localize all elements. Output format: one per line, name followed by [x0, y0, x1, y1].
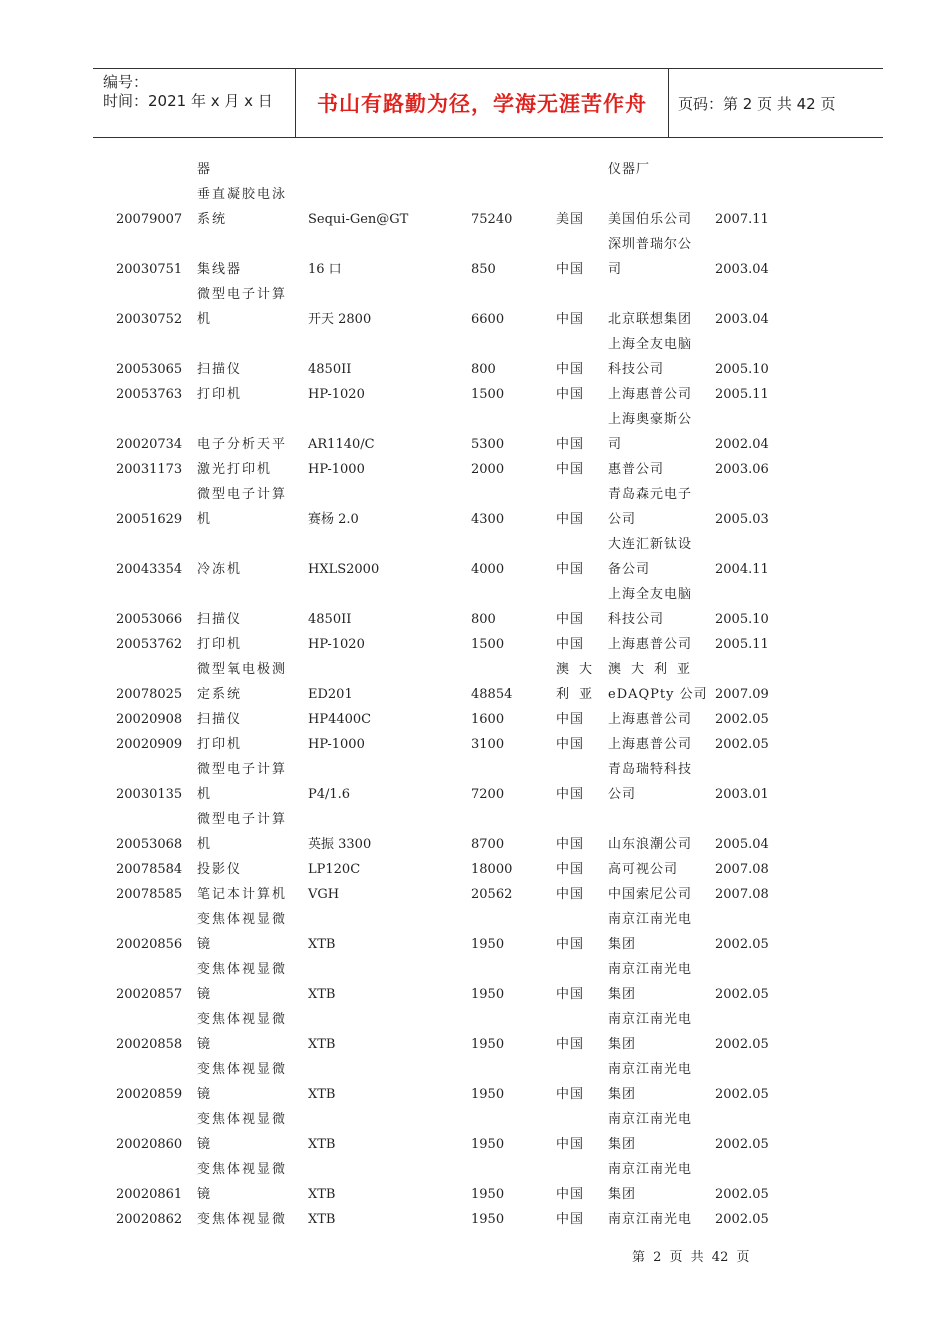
country-cell: 中国: [556, 1087, 585, 1102]
manufacturer-cell: 中国索尼公司: [608, 887, 693, 902]
price-cell: 850: [471, 262, 496, 277]
equipment-name-cell: 镜: [197, 937, 213, 952]
purchase-date-cell: 2003.04: [715, 312, 769, 327]
equipment-name-cell: 变焦体视显微: [197, 1162, 288, 1177]
country-cell: 中国: [556, 862, 585, 877]
model-cell: HP-1000: [308, 737, 365, 752]
manufacturer-cell: 科技公司: [608, 362, 665, 377]
country-cell: 中国: [556, 362, 585, 377]
asset-code-cell: 20030135: [116, 787, 183, 802]
purchase-date-cell: 2005.03: [715, 512, 769, 527]
purchase-date-cell: 2002.05: [715, 1212, 769, 1227]
country-cell: 中国: [556, 837, 585, 852]
model-cell: ED201: [308, 687, 353, 702]
country-cell: 利亚: [556, 687, 603, 702]
manufacturer-cell: 澳大利亚: [608, 662, 701, 677]
asset-code-cell: 20053762: [116, 637, 183, 652]
equipment-name-cell: 机: [197, 512, 213, 527]
equipment-name-cell: 笔记本计算机: [197, 887, 288, 902]
equipment-name-cell: 电子分析天平: [197, 437, 288, 452]
price-cell: 48854: [471, 687, 513, 702]
table-row: [0, 282, 950, 332]
purchase-date-cell: 2005.04: [715, 837, 769, 852]
equipment-name-cell: 冷冻机: [197, 562, 243, 577]
equipment-name-cell: 微型电子计算: [197, 487, 288, 502]
table-row: [0, 857, 950, 882]
manufacturer-cell: 集团: [608, 987, 637, 1002]
table-row: [0, 707, 950, 732]
equipment-name-cell: 微型氧电极测: [197, 662, 288, 677]
manufacturer-cell: 公司: [608, 787, 637, 802]
purchase-date-cell: 2002.05: [715, 712, 769, 727]
table-row: [0, 957, 950, 1007]
asset-code-cell: 20078025: [116, 687, 183, 702]
table-row: [0, 1007, 950, 1057]
manufacturer-cell: 青岛森元电子: [608, 487, 693, 502]
price-cell: 1950: [471, 937, 505, 952]
price-cell: 6600: [471, 312, 505, 327]
country-cell: 澳大: [556, 662, 603, 677]
model-cell: LP120C: [308, 862, 361, 877]
table-row: [0, 382, 950, 407]
model-cell: 4850II: [308, 362, 352, 377]
country-cell: 中国: [556, 787, 585, 802]
country-cell: 中国: [556, 987, 585, 1002]
equipment-name-cell: 系统: [197, 212, 228, 227]
model-cell: VGH: [308, 887, 340, 902]
model-cell: AR1140/C: [308, 437, 375, 452]
table-row: [0, 1207, 950, 1232]
equipment-name-cell: 变焦体视显微: [197, 962, 288, 977]
purchase-date-cell: 2007.08: [715, 862, 769, 877]
purchase-date-cell: 2005.10: [715, 612, 769, 627]
table-row: [0, 482, 950, 532]
header-info-cell: [93, 69, 295, 137]
manufacturer-cell: 集团: [608, 1087, 637, 1102]
country-cell: 美国: [556, 212, 585, 227]
table-row: [0, 1107, 950, 1157]
manufacturer-cell: 备公司: [608, 562, 651, 577]
manufacturer-cell: 司: [608, 262, 623, 277]
equipment-name-cell: 微型电子计算: [197, 287, 288, 302]
equipment-name-cell: 打印机: [197, 637, 243, 652]
manufacturer-cell: 美国伯乐公司: [608, 212, 693, 227]
equipment-name-cell: 镜: [197, 1087, 213, 1102]
manufacturer-cell: 南京江南光电: [608, 1212, 693, 1227]
equipment-name-cell: 打印机: [197, 737, 243, 752]
equipment-name-cell: 扫描仪: [197, 612, 243, 627]
table-row: [0, 882, 950, 907]
table-row: [0, 807, 950, 857]
price-cell: 5300: [471, 437, 505, 452]
equipment-name-cell: 微型电子计算: [197, 812, 288, 827]
model-cell: XTB: [308, 1037, 336, 1052]
model-cell: 16 口: [308, 262, 342, 277]
model-cell: 英振 3300: [308, 837, 372, 852]
price-cell: 3100: [471, 737, 505, 752]
manufacturer-cell: 山东浪潮公司: [608, 837, 693, 852]
purchase-date-cell: 2002.05: [715, 1187, 769, 1202]
purchase-date-cell: 2002.05: [715, 1087, 769, 1102]
purchase-date-cell: 2005.11: [715, 387, 769, 402]
manufacturer-cell: 上海奥豪斯公: [608, 412, 693, 427]
manufacturer-cell: 上海惠普公司: [608, 387, 693, 402]
price-cell: 1950: [471, 1087, 505, 1102]
equipment-name-cell: 镜: [197, 1037, 213, 1052]
equipment-name-cell: 机: [197, 837, 213, 852]
equipment-name-cell: 器: [197, 162, 213, 177]
equipment-name-cell: 变焦体视显微: [197, 912, 288, 927]
price-cell: 20562: [471, 887, 513, 902]
purchase-date-cell: 2002.05: [715, 1137, 769, 1152]
model-cell: XTB: [308, 937, 336, 952]
document-code-label: 编号：: [103, 73, 149, 91]
asset-code-cell: 20051629: [116, 512, 183, 527]
manufacturer-cell: 上海全友电脑: [608, 587, 693, 602]
equipment-name-cell: 变焦体视显微: [197, 1062, 288, 1077]
purchase-date-cell: 2007.09: [715, 687, 769, 702]
manufacturer-cell: 高可视公司: [608, 862, 679, 877]
purchase-date-cell: 2002.05: [715, 987, 769, 1002]
model-cell: HP-1000: [308, 462, 365, 477]
manufacturer-cell: 南京江南光电: [608, 1112, 693, 1127]
country-cell: 中国: [556, 462, 585, 477]
manufacturer-cell: 公司: [608, 512, 637, 527]
manufacturer-cell: 惠普公司: [608, 462, 665, 477]
asset-code-cell: 20020862: [116, 1212, 183, 1227]
price-cell: 1500: [471, 637, 505, 652]
table-row: [0, 457, 950, 482]
asset-code-cell: 20020908: [116, 712, 183, 727]
price-cell: 75240: [471, 212, 513, 227]
country-cell: 中国: [556, 512, 585, 527]
model-cell: XTB: [308, 1187, 336, 1202]
country-cell: 中国: [556, 312, 585, 327]
country-cell: 中国: [556, 937, 585, 952]
asset-code-cell: 20020909: [116, 737, 183, 752]
manufacturer-cell: 集团: [608, 1037, 637, 1052]
equipment-name-cell: 激光打印机: [197, 462, 273, 477]
asset-code-cell: 20053068: [116, 837, 183, 852]
manufacturer-cell: 北京联想集团: [608, 312, 693, 327]
manufacturer-cell: 南京江南光电: [608, 962, 693, 977]
country-cell: 中国: [556, 612, 585, 627]
model-cell: HP4400C: [308, 712, 372, 727]
table-row: [0, 532, 950, 582]
table-row: [0, 632, 950, 657]
table-row: [0, 157, 950, 182]
asset-code-cell: 20031173: [116, 462, 183, 477]
asset-code-cell: 20053066: [116, 612, 183, 627]
table-row: [0, 757, 950, 807]
country-cell: 中国: [556, 1212, 585, 1227]
price-cell: 1950: [471, 987, 505, 1002]
model-cell: 开天 2800: [308, 312, 372, 327]
country-cell: 中国: [556, 1037, 585, 1052]
purchase-date-cell: 2003.04: [715, 262, 769, 277]
manufacturer-cell: 司: [608, 437, 623, 452]
model-cell: HP-1020: [308, 637, 365, 652]
manufacturer-cell: 南京江南光电: [608, 1162, 693, 1177]
country-cell: 中国: [556, 562, 585, 577]
equipment-name-cell: 镜: [197, 1137, 213, 1152]
table-row: [0, 907, 950, 957]
price-cell: 1950: [471, 1187, 505, 1202]
asset-code-cell: 20030751: [116, 262, 183, 277]
table-row: [0, 407, 950, 457]
equipment-name-cell: 镜: [197, 1187, 213, 1202]
price-cell: 1950: [471, 1037, 505, 1052]
asset-code-cell: 20053763: [116, 387, 183, 402]
document-time-label: 时间：2021 年 x 月 x 日: [103, 92, 273, 110]
price-cell: 800: [471, 362, 496, 377]
price-cell: 4000: [471, 562, 505, 577]
equipment-name-cell: 微型电子计算: [197, 762, 288, 777]
price-cell: 1950: [471, 1212, 505, 1227]
country-cell: 中国: [556, 1137, 585, 1152]
country-cell: 中国: [556, 262, 585, 277]
model-cell: XTB: [308, 987, 336, 1002]
equipment-name-cell: 变焦体视显微: [197, 1112, 288, 1127]
purchase-date-cell: 2005.11: [715, 637, 769, 652]
equipment-name-cell: 扫描仪: [197, 362, 243, 377]
price-cell: 1950: [471, 1137, 505, 1152]
equipment-name-cell: 打印机: [197, 387, 243, 402]
page-header: [93, 68, 883, 138]
asset-code-cell: 20053065: [116, 362, 183, 377]
equipment-name-cell: 垂直凝胶电泳: [197, 187, 288, 202]
model-cell: 4850II: [308, 612, 352, 627]
asset-code-cell: 20020859: [116, 1087, 183, 1102]
table-row: [0, 1057, 950, 1107]
purchase-date-cell: 2003.06: [715, 462, 769, 477]
table-row: [0, 657, 950, 707]
asset-code-cell: 20078584: [116, 862, 183, 877]
asset-code-cell: 20043354: [116, 562, 183, 577]
price-cell: 2000: [471, 462, 505, 477]
manufacturer-cell: 深圳普瑞尔公: [608, 237, 693, 252]
purchase-date-cell: 2005.10: [715, 362, 769, 377]
model-cell: HXLS2000: [308, 562, 380, 577]
equipment-name-cell: 变焦体视显微: [197, 1012, 288, 1027]
manufacturer-cell: 青岛瑞特科技: [608, 762, 693, 777]
model-cell: HP-1020: [308, 387, 365, 402]
manufacturer-cell: 上海全友电脑: [608, 337, 693, 352]
page-footer: 第 2 页 共 42 页: [632, 1250, 750, 1265]
asset-code-cell: 20020856: [116, 937, 183, 952]
equipment-name-cell: 镜: [197, 987, 213, 1002]
asset-code-cell: 20030752: [116, 312, 183, 327]
table-row: [0, 1157, 950, 1207]
price-cell: 800: [471, 612, 496, 627]
asset-code-cell: 20078585: [116, 887, 183, 902]
purchase-date-cell: 2002.05: [715, 737, 769, 752]
asset-code-cell: 20020858: [116, 1037, 183, 1052]
equipment-name-cell: 变焦体视显微: [197, 1212, 288, 1227]
country-cell: 中国: [556, 437, 585, 452]
model-cell: 赛杨 2.0: [308, 512, 359, 527]
country-cell: 中国: [556, 737, 585, 752]
table-row: [0, 182, 950, 232]
purchase-date-cell: 2007.11: [715, 212, 769, 227]
manufacturer-cell: 大连汇新钛设: [608, 537, 693, 552]
manufacturer-cell: 集团: [608, 1137, 637, 1152]
country-cell: 中国: [556, 887, 585, 902]
asset-code-cell: 20020861: [116, 1187, 183, 1202]
manufacturer-cell: 南京江南光电: [608, 1062, 693, 1077]
manufacturer-cell: 上海惠普公司: [608, 712, 693, 727]
asset-code-cell: 20020734: [116, 437, 183, 452]
manufacturer-cell: 南京江南光电: [608, 912, 693, 927]
price-cell: 4300: [471, 512, 505, 527]
price-cell: 1600: [471, 712, 505, 727]
price-cell: 8700: [471, 837, 505, 852]
header-motto: 书山有路勤为径，学海无涯苦作舟: [295, 69, 669, 137]
model-cell: XTB: [308, 1212, 336, 1227]
asset-code-cell: 20020857: [116, 987, 183, 1002]
price-cell: 7200: [471, 787, 505, 802]
country-cell: 中国: [556, 1187, 585, 1202]
asset-code-cell: 20079007: [116, 212, 183, 227]
table-row: [0, 332, 950, 382]
manufacturer-cell: 集团: [608, 937, 637, 952]
purchase-date-cell: 2002.04: [715, 437, 769, 452]
equipment-name-cell: 投影仪: [197, 862, 243, 877]
manufacturer-cell: 南京江南光电: [608, 1012, 693, 1027]
equipment-name-cell: 定系统: [197, 687, 243, 702]
model-cell: P4/1.6: [308, 787, 351, 802]
equipment-name-cell: 机: [197, 312, 213, 327]
table-row: [0, 232, 950, 282]
purchase-date-cell: 2004.11: [715, 562, 769, 577]
table-row: [0, 732, 950, 757]
equipment-name-cell: 扫描仪: [197, 712, 243, 727]
manufacturer-cell: 集团: [608, 1187, 637, 1202]
equipment-name-cell: 机: [197, 787, 213, 802]
equipment-name-cell: 集线器: [197, 262, 243, 277]
model-cell: Sequi-Gen@GT: [308, 212, 409, 227]
header-page-number: 页码：第 2 页 共 42 页: [678, 94, 836, 113]
model-cell: XTB: [308, 1087, 336, 1102]
purchase-date-cell: 2002.05: [715, 937, 769, 952]
manufacturer-cell: 仪器厂: [608, 162, 651, 177]
country-cell: 中国: [556, 637, 585, 652]
asset-code-cell: 20020860: [116, 1137, 183, 1152]
manufacturer-cell: 科技公司: [608, 612, 665, 627]
price-cell: 1500: [471, 387, 505, 402]
table-row: [0, 582, 950, 632]
purchase-date-cell: 2003.01: [715, 787, 769, 802]
manufacturer-cell: eDAQPty 公司: [608, 687, 708, 702]
price-cell: 18000: [471, 862, 513, 877]
model-cell: XTB: [308, 1137, 336, 1152]
country-cell: 中国: [556, 712, 585, 727]
country-cell: 中国: [556, 387, 585, 402]
manufacturer-cell: 上海惠普公司: [608, 737, 693, 752]
purchase-date-cell: 2002.05: [715, 1037, 769, 1052]
purchase-date-cell: 2007.08: [715, 887, 769, 902]
manufacturer-cell: 上海惠普公司: [608, 637, 693, 652]
